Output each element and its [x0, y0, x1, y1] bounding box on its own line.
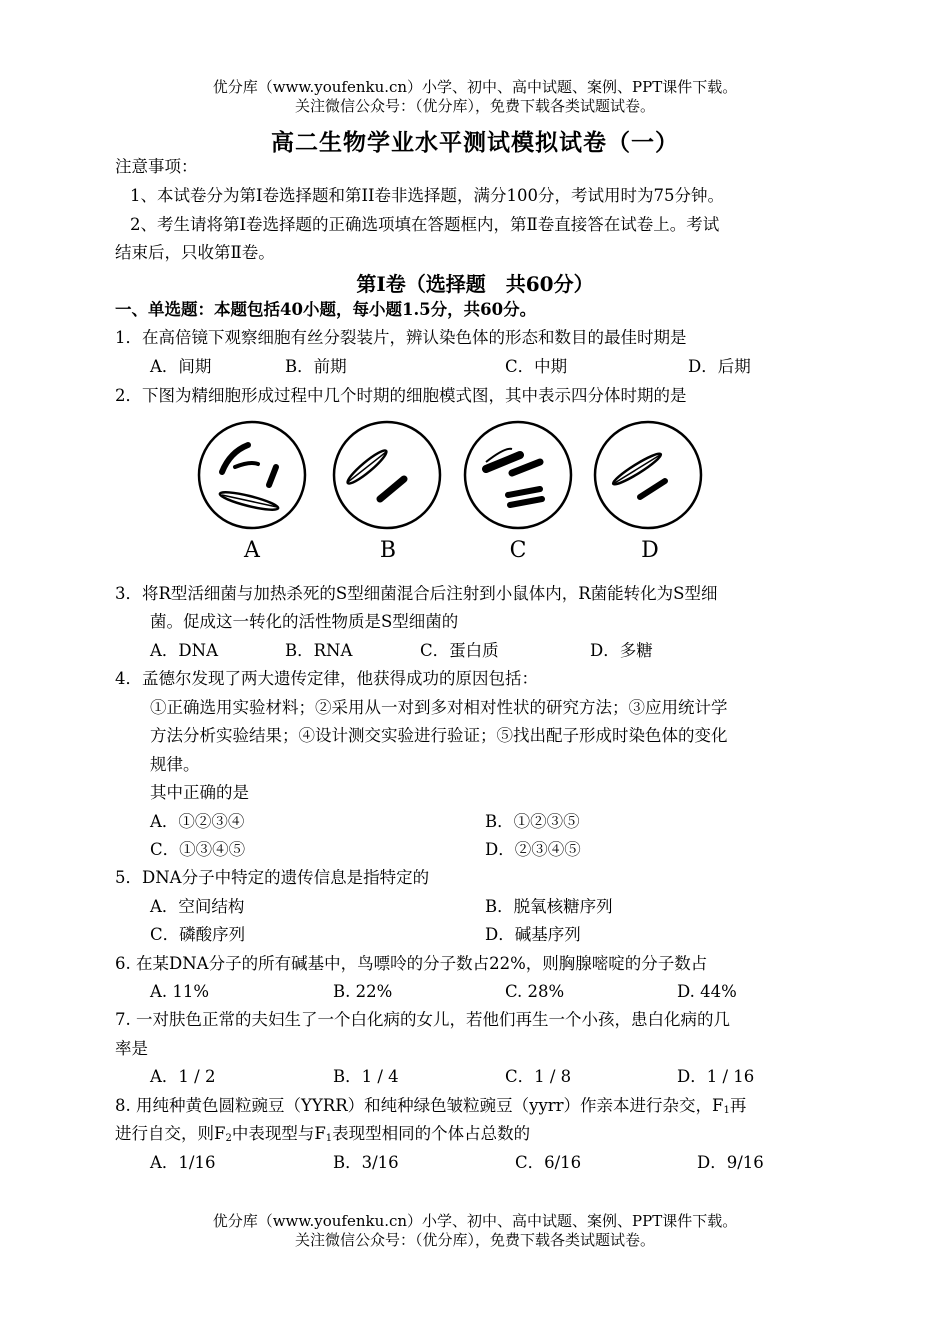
q8-cont-part-3: 表现型相同的个体占总数的 — [332, 1124, 531, 1143]
q5-option-a: A．空间结构 — [150, 897, 245, 916]
cell-label-b: B — [379, 538, 397, 563]
q8-option-b: B．3/16 — [333, 1153, 399, 1172]
q6-option-a: A. 11% — [150, 982, 210, 1001]
footer-line-2: 关注微信公众号：（优分库），免费下载各类试题试卷。 — [294, 1231, 655, 1249]
q1-option-d: D．后期 — [688, 357, 751, 376]
q4-body-3: 规律。 — [150, 755, 200, 774]
page-footer — [0, 1212, 950, 1250]
notice-item-1: 1、本试卷分为第Ⅰ卷选择题和第II卷非选择题，满分100分，考试用时为75分钟。 — [130, 186, 725, 205]
q6-option-b: B. 22% — [333, 982, 393, 1001]
q4-body-2: 方法分析实验结果；④设计测交实验进行验证；⑤找出配子形成时染色体的变化 — [150, 726, 728, 745]
cell-label-d: D — [641, 538, 659, 563]
cell-d — [595, 422, 701, 528]
q5-option-b: B．脱氧核糖序列 — [485, 897, 613, 916]
q7-option-b: B．1 / 4 — [333, 1067, 399, 1086]
q8-cont-part-2: 中表现型与F — [231, 1124, 326, 1143]
q8-stem-part-1: 8. 用纯种黄色圆粒豌豆（YYRR）和纯种绿色皱粒豌豆（yyrr）作亲本进行杂交，F — [115, 1096, 724, 1115]
exam-title: 高二生物学业水平测试模拟试卷（一） — [271, 129, 679, 156]
q1-stem: 1．在高倍镜下观察细胞有丝分裂装片，辨认染色体的形态和数目的最佳时期是 — [115, 328, 687, 347]
q3-option-a: A．DNA — [150, 641, 218, 660]
notice-item-2: 2、考生请将第Ⅰ卷选择题的正确选项填在答题框内，第Ⅱ卷直接答在试卷上。考试 — [130, 215, 720, 234]
q4-option-c: C．①③④⑤ — [150, 840, 246, 859]
section-instruction: 一、单选题：本题包括40小题，每小题1.5分，共60分。 — [115, 300, 537, 319]
q7-stem: 7. 一对肤色正常的夫妇生了一个白化病的女儿，若他们再生一个小孩，患白化病的几 — [115, 1010, 730, 1029]
q8-option-d: D．9/16 — [697, 1153, 764, 1172]
cell-b — [334, 422, 440, 528]
q1-option-c: C．中期 — [505, 357, 568, 376]
cell-label-a: A — [244, 538, 260, 563]
q3-option-c: C．蛋白质 — [420, 641, 499, 660]
q5-stem: 5．DNA分子中特定的遗传信息是指特定的 — [115, 868, 430, 887]
q6-option-c: C. 28% — [505, 982, 565, 1001]
notice-item-2-cont: 结束后，只收第Ⅱ卷。 — [115, 243, 275, 262]
q1-option-a: A．间期 — [150, 357, 212, 376]
q4-body-1: ①正确选用实验材料；②采用从一对到多对相对性状的研究方法；③应用统计学 — [150, 698, 728, 717]
q8-stem-sub-1: 1 — [723, 1105, 730, 1116]
q3-stem-cont: 菌。促成这一转化的活性物质是S型细菌的 — [150, 612, 459, 631]
q4-option-d: D．②③④⑤ — [485, 840, 581, 859]
q8-cont-sub-2: 1 — [325, 1133, 333, 1144]
q6-stem: 6. 在某DNA分子的所有碱基中，鸟嘌呤的分子数占22%，则胸腺嘧啶的分子数占 — [115, 954, 708, 973]
q4-body-4: 其中正确的是 — [150, 783, 249, 802]
q8-option-a: A．1/16 — [150, 1153, 216, 1172]
page-header — [0, 78, 950, 116]
q7-stem-cont: 率是 — [115, 1039, 148, 1058]
q8-option-c: C．6/16 — [515, 1153, 582, 1172]
q3-option-b: B．RNA — [285, 641, 353, 660]
q4-stem: 4．孟德尔发现了两大遗传定律，他获得成功的原因包括： — [115, 669, 538, 688]
q3-stem: 3．将R型活细菌与加热杀死的S型细菌混合后注射到小鼠体内，R菌能转化为S型细 — [115, 584, 718, 603]
footer-line-1: 优分库（www.youfenku.cn）小学、初中、高中试题、案例、PPT课件下载。 — [212, 1212, 738, 1230]
q6-option-d: D. 44% — [677, 982, 737, 1001]
q8-stem-cont — [115, 1122, 530, 1151]
q8-cont-part-1: 进行自交，则F — [115, 1124, 226, 1143]
notice-heading: 注意事项： — [115, 157, 198, 176]
q4-option-a: A．①②③④ — [150, 812, 245, 831]
q7-option-c: C．1 / 8 — [505, 1067, 572, 1086]
q8-cont-sub-1: 2 — [225, 1133, 232, 1144]
q7-option-d: D．1 / 16 — [677, 1067, 755, 1086]
cell-label-c: C — [509, 538, 527, 563]
q7-option-a: A．1 / 2 — [150, 1067, 216, 1086]
q8-stem-part-2: 再 — [729, 1096, 747, 1115]
section-title: 第Ⅰ卷（选择题 共60分） — [356, 272, 594, 296]
cell-c — [465, 422, 571, 528]
q8-stem — [115, 1094, 746, 1123]
q5-option-c: C．磷酸序列 — [150, 925, 246, 944]
q3-option-d: D．多糖 — [590, 641, 653, 660]
header-line-1: 优分库（www.youfenku.cn）小学、初中、高中试题、案例、PPT课件下载。 — [212, 78, 738, 96]
q1-option-b: B．前期 — [285, 357, 347, 376]
q4-option-b: B．①②③⑤ — [485, 812, 580, 831]
header-line-2: 关注微信公众号：（优分库），免费下载各类试题试卷。 — [294, 97, 655, 115]
cell-division-figure — [190, 417, 720, 567]
cell-a — [199, 422, 305, 528]
q2-stem: 2．下图为精细胞形成过程中几个时期的细胞模式图，其中表示四分体时期的是 — [115, 386, 687, 405]
q5-option-d: D．碱基序列 — [485, 925, 581, 944]
